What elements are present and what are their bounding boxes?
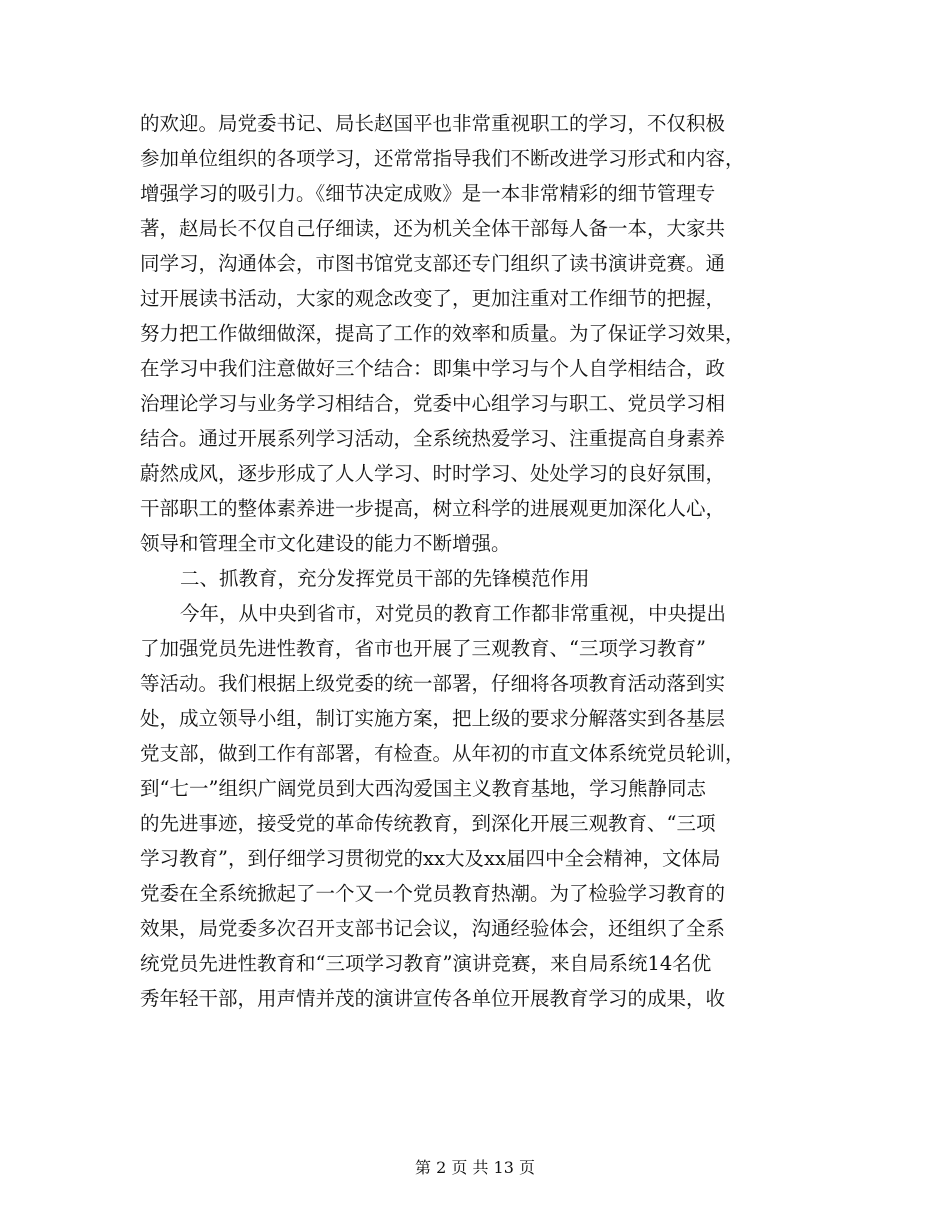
text-line: 的欢迎。局党委书记、局长赵国平也非常重视职工的学习，不仅积极 xyxy=(140,112,726,135)
text-line: 治理论学习与业务学习相结合，党委中心组学习与职工、党员学习相 xyxy=(140,392,726,415)
page-number-footer: 第 2 页 共 13 页 xyxy=(415,1158,535,1177)
text-line: 参加单位组织的各项学习，还常常指导我们不断改进学习形式和内容， xyxy=(140,147,745,170)
text-line: 秀年轻干部，用声情并茂的演讲宣传各单位开展教育学习的成果，收 xyxy=(140,987,726,1010)
text-line: 结合。通过开展系列学习活动，全系统热爱学习、注重提高自身素养 xyxy=(140,427,726,450)
text-line: 效果，局党委多次召开支部书记会议，沟通经验体会，还组织了全系 xyxy=(140,917,726,940)
text-line: 增强学习的吸引力。《细节决定成败》是一本非常精彩的细节管理专 xyxy=(140,182,716,205)
text-line: 处，成立领导小组，制订实施方案，把上级的要求分解落实到各基层 xyxy=(140,707,726,730)
text-line: 了加强党员先进性教育，省市也开展了三观教育、“三项学习教育” xyxy=(140,637,706,660)
text-line: 党委在全系统掀起了一个又一个党员教育热潮。为了检验学习教育的 xyxy=(140,882,726,905)
paragraph-first-line: 今年，从中央到省市，对党员的教育工作都非常重视，中央提出 xyxy=(180,602,727,625)
text-line: 等活动。我们根据上级党委的统一部署，仔细将各项教育活动落到实 xyxy=(140,672,726,695)
text-line: 领导和管理全市文化建设的能力不断增强。 xyxy=(140,532,511,555)
text-line: 统党员先进性教育和“三项学习教育”演讲竞赛，来自局系统14名优 xyxy=(140,952,712,975)
text-line: 蔚然成风，逐步形成了人人学习、时时学习、处处学习的良好氛围， xyxy=(140,462,726,485)
text-line: 过开展读书活动，大家的观念改变了，更加注重对工作细节的把握， xyxy=(140,287,726,310)
text-line: 干部职工的整体素养进一步提高，树立科学的进展观更加深化人心， xyxy=(140,497,726,520)
text-line: 学习教育”，到仔细学习贯彻党的xx大及xx届四中全会精神，文体局 xyxy=(140,847,721,870)
text-line: 党支部，做到工作有部署，有检查。从年初的市直文体系统党员轮训， xyxy=(140,742,745,765)
text-line: 在学习中我们注意做好三个结合：即集中学习与个人自学相结合，政 xyxy=(140,357,726,380)
text-line: 努力把工作做细做深，提高了工作的效率和质量。为了保证学习效果， xyxy=(140,322,745,345)
section-heading: 二、抓教育，充分发挥党员干部的先锋模范作用 xyxy=(180,567,590,590)
text-line: 著，赵局长不仅自己仔细读，还为机关全体干部每人备一本，大家共 xyxy=(140,217,726,240)
text-line: 到“七一”组织广阔党员到大西沟爱国主义教育基地，学习熊静同志 xyxy=(140,777,706,800)
text-line: 的先进事迹，接受党的革命传统教育，到深化开展三观教育、“三项 xyxy=(140,812,716,835)
text-line: 同学习，沟通体会，市图书馆党支部还专门组织了读书演讲竞赛。通 xyxy=(140,252,726,275)
